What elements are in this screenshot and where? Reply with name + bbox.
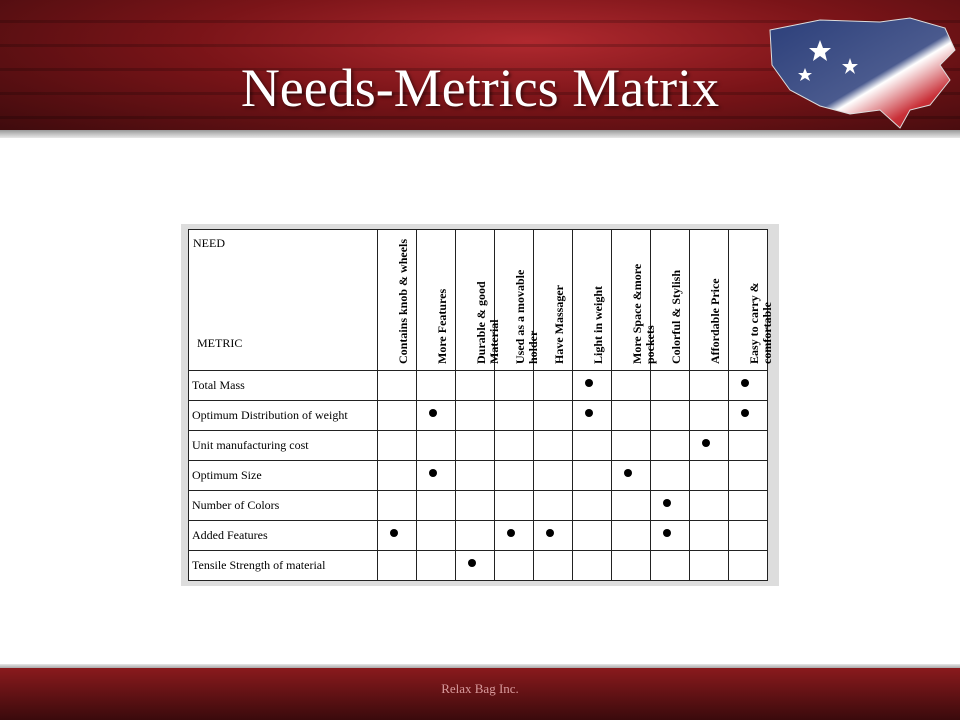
need-column-header [612, 230, 657, 371]
need-column-header [456, 230, 501, 371]
relation-dot-icon [429, 409, 437, 417]
matrix-cell [573, 521, 612, 551]
matrix-cell [495, 371, 534, 401]
matrix-cell [378, 491, 417, 521]
slide-title: Needs-Metrics Matrix [240, 58, 720, 118]
matrix-cell [534, 551, 573, 581]
matrix-cell [417, 551, 456, 581]
matrix-cell [729, 461, 768, 491]
relation-dot-icon [663, 499, 671, 507]
need-column-header [495, 230, 540, 371]
matrix-cell [534, 521, 573, 551]
matrix-cell [417, 491, 456, 521]
need-label: Contains knob & wheels [396, 238, 410, 364]
matrix-cell [573, 371, 612, 401]
relation-dot-icon [507, 529, 515, 537]
matrix-cell [612, 431, 651, 461]
need-column-header [690, 230, 729, 371]
matrix-cell [612, 551, 651, 581]
corner-metric-label: METRIC [197, 336, 243, 350]
matrix-cell [729, 371, 768, 401]
matrix-cell [612, 491, 651, 521]
relation-dot-icon [663, 529, 671, 537]
need-column-header [417, 230, 456, 371]
matrix-cell [690, 431, 729, 461]
relation-dot-icon [468, 559, 476, 567]
matrix-cell [456, 551, 495, 581]
matrix-cell [729, 521, 768, 551]
relation-dot-icon [741, 379, 749, 387]
matrix-cell [573, 401, 612, 431]
matrix-cell [495, 401, 534, 431]
relation-dot-icon [585, 379, 593, 387]
matrix-cell [651, 401, 690, 431]
matrix-cell [573, 491, 612, 521]
header-divider [0, 130, 960, 138]
matrix-cell [378, 431, 417, 461]
matrix-cell [417, 461, 456, 491]
matrix-cell [651, 431, 690, 461]
matrix-cell [651, 491, 690, 521]
matrix-row [189, 521, 768, 551]
matrix-cell [612, 521, 651, 551]
matrix-cell [456, 401, 495, 431]
matrix-row [189, 551, 768, 581]
need-label: Easy to carry & comfortable [747, 282, 774, 364]
matrix-cell [417, 401, 456, 431]
matrix-cell [495, 551, 534, 581]
matrix-cell [690, 521, 729, 551]
matrix-cell [651, 551, 690, 581]
matrix-cell [573, 431, 612, 461]
matrix-cell [495, 491, 534, 521]
need-label: More Features [435, 288, 449, 364]
matrix-cell [534, 491, 573, 521]
need-label: Colorful & Stylish [669, 269, 683, 364]
need-label: Affordable Price [708, 278, 722, 364]
matrix-cell [378, 551, 417, 581]
metric-label: Unit manufacturing cost [189, 431, 378, 461]
relation-dot-icon [741, 409, 749, 417]
matrix-row [189, 461, 768, 491]
matrix-cell [651, 371, 690, 401]
relation-dot-icon [702, 439, 710, 447]
matrix-cell [612, 401, 651, 431]
relation-dot-icon [546, 529, 554, 537]
matrix-header-row [189, 230, 768, 371]
need-label: More Space &more pockets [630, 263, 657, 364]
need-label: Used as a movable holder [513, 269, 540, 364]
metric-label: Total Mass [189, 371, 378, 401]
matrix-cell [378, 371, 417, 401]
metric-label: Added Features [189, 521, 378, 551]
matrix-cell [573, 461, 612, 491]
matrix-cell [378, 401, 417, 431]
matrix-cell [495, 521, 534, 551]
matrix-cell [534, 431, 573, 461]
matrix-cell [534, 461, 573, 491]
metric-label: Tensile Strength of material [189, 551, 378, 581]
need-label: Durable & good Material [474, 281, 501, 364]
matrix-cell [456, 461, 495, 491]
matrix-row [189, 431, 768, 461]
matrix-cell [690, 551, 729, 581]
metric-label: Optimum Distribution of weight [189, 401, 378, 431]
matrix-cell [729, 401, 768, 431]
matrix-cell [456, 521, 495, 551]
matrix-cell [690, 491, 729, 521]
corner-need-label: NEED [193, 236, 225, 250]
matrix-cell [456, 431, 495, 461]
relation-dot-icon [585, 409, 593, 417]
matrix-cell [612, 461, 651, 491]
need-column-header [534, 230, 573, 371]
matrix-cell [378, 521, 417, 551]
header-banner [0, 0, 960, 138]
matrix-cell [495, 461, 534, 491]
matrix-cell [456, 371, 495, 401]
footer-company: Relax Bag Inc. [441, 681, 519, 696]
matrix-cell [534, 401, 573, 431]
matrix-cell [534, 371, 573, 401]
need-column-header [729, 230, 774, 371]
matrix-cell [690, 371, 729, 401]
need-column-header [378, 230, 417, 371]
metric-label: Number of Colors [189, 491, 378, 521]
metric-label: Optimum Size [189, 461, 378, 491]
matrix-row [189, 491, 768, 521]
need-label: Light in weight [591, 285, 605, 364]
needs-metrics-matrix [181, 224, 779, 586]
matrix-row [189, 401, 768, 431]
matrix-cell [729, 491, 768, 521]
matrix-cell [729, 431, 768, 461]
matrix-cell [417, 371, 456, 401]
matrix-cell [378, 461, 417, 491]
relation-dot-icon [624, 469, 632, 477]
matrix-cell [573, 551, 612, 581]
need-column-header [651, 230, 690, 371]
matrix-table [188, 229, 774, 581]
matrix-cell [612, 371, 651, 401]
matrix-cell [417, 431, 456, 461]
matrix-cell [417, 521, 456, 551]
need-label: Have Massager [552, 285, 566, 364]
matrix-cell [495, 431, 534, 461]
matrix-cell [690, 401, 729, 431]
need-column-header [573, 230, 612, 371]
matrix-cell [729, 551, 768, 581]
matrix-corner [189, 230, 378, 371]
relation-dot-icon [429, 469, 437, 477]
relation-dot-icon [390, 529, 398, 537]
matrix-cell [651, 521, 690, 551]
matrix-cell [456, 491, 495, 521]
matrix-cell [690, 461, 729, 491]
matrix-cell [651, 461, 690, 491]
matrix-row [189, 371, 768, 401]
